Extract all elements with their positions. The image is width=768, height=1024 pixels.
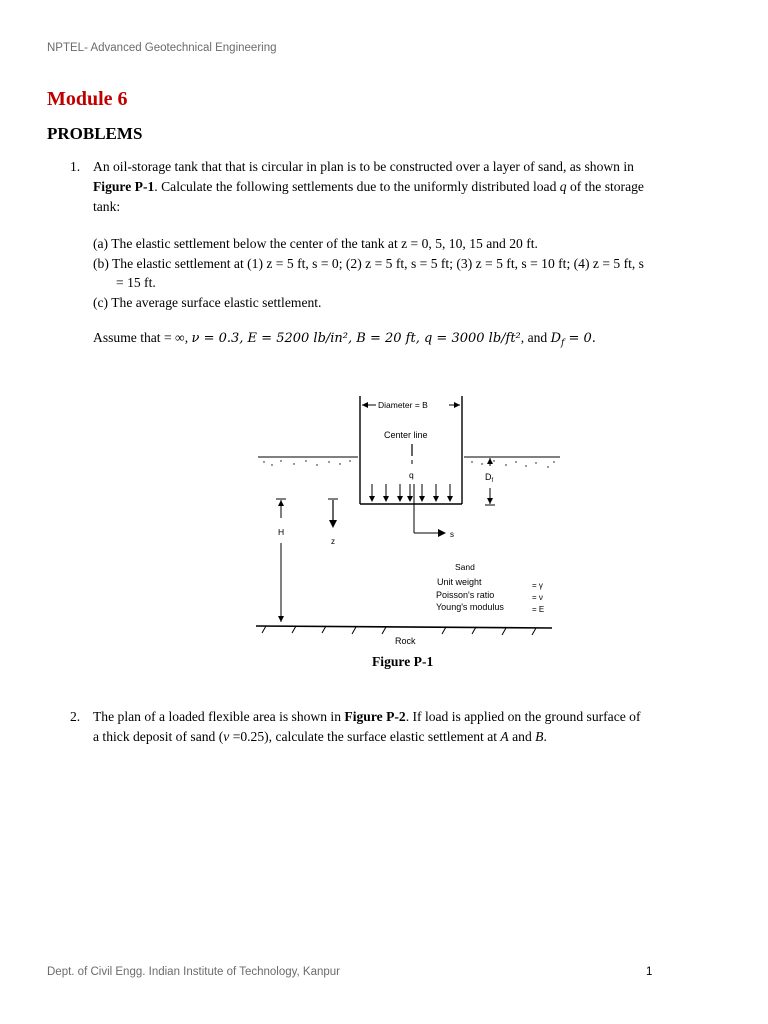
item-b-line-1: (b) The elastic settlement at (1) z = 5 ft, s = 0; (2) z = 5 ft, s = 5 ft; (3) z = 5 ft, s = 10 ft; (4) z = 5 ft, s (93, 256, 644, 271)
df-label: $D_f$ (485, 472, 494, 484)
h-arrowhead-top (278, 500, 284, 506)
assumption-end: = 0. (564, 331, 596, 346)
s-arrowhead (438, 529, 446, 537)
problem-1-line-1: An oil-storage tank that that is circular in plan is to be constructed over a layer of sand, as shown in (93, 159, 634, 174)
assumption-prefix: Assume that = ∞, (93, 330, 192, 345)
problem-2-line-1-start: The plan of a loaded flexible area is shown in (93, 709, 345, 724)
young-label: Young's modulus (436, 602, 504, 612)
df-arrowhead-bottom (487, 498, 493, 504)
h-label: H (278, 527, 285, 537)
s-label: s (450, 530, 454, 539)
problem-2-line-1 (93, 707, 733, 727)
figure-p1-diagram (254, 388, 564, 650)
assumption-values: ν = 0.3, E = 5200 lb/in², B = 20 ft, q = 3000 lb/ft² (191, 331, 521, 346)
diameter-arrowhead-left (362, 402, 368, 408)
sand-label: Sand (455, 562, 475, 572)
problem-1-line-3: tank: (93, 199, 121, 214)
df-symbol: D (550, 331, 562, 346)
rock-surface (256, 626, 552, 628)
point-b: B (535, 729, 544, 744)
section-title: PROBLEMS (47, 124, 143, 143)
item-b-line-2: = 15 ft. (116, 275, 156, 290)
df-arrowhead-top (487, 458, 493, 464)
assumption-line (93, 328, 596, 354)
figure-caption: Figure P-1 (372, 654, 434, 669)
diameter-arrowhead-right (454, 402, 460, 408)
point-a: A (500, 729, 509, 744)
df-subscript: f (561, 338, 565, 349)
page-number: 1 (646, 966, 653, 978)
problem-1-line-2-end: of the storage (566, 179, 644, 194)
poisson-label: Poisson's ratio (436, 590, 495, 600)
figure-p1-reference: Figure P-1 (93, 179, 155, 194)
problem-2-and: and (508, 729, 536, 744)
soil-texture (263, 460, 554, 467)
problem-1-number: 1. (70, 159, 81, 174)
figure-p2-reference: Figure P-2 (344, 709, 406, 724)
unit-weight-label: Unit weight (437, 577, 482, 587)
gamma-value: = γ (532, 581, 543, 590)
problem-2-line-1-end: . If load is applied on the ground surface of (405, 709, 641, 724)
problem-1-line-2 (93, 177, 733, 197)
problem-2-line-2-start: a thick deposit of sand ( (93, 729, 224, 744)
nu-value: = ν (532, 593, 543, 602)
z-label: z (331, 537, 335, 546)
problem-2-end: . (543, 729, 547, 744)
page-header: NPTEL- Advanced Geotechnical Engineering (47, 42, 277, 54)
diameter-label: Diameter = B (378, 400, 428, 410)
z-arrowhead (329, 520, 337, 528)
load-variable: q (559, 179, 567, 194)
problem-2-number: 2. (70, 709, 81, 724)
page-footer: Dept. of Civil Engg. Indian Institute of Technology, Kanpur (47, 966, 341, 978)
q-label: q (409, 470, 414, 480)
h-arrowhead-bottom (278, 616, 284, 622)
problem-2-line-2 (93, 727, 733, 747)
assumption-and: , and (520, 330, 551, 345)
e-value: = E (532, 605, 545, 614)
item-a: (a) The elastic settlement below the center of the tank at z = 0, 5, 10, 15 and 20 ft. (93, 236, 538, 251)
load-arrowheads (369, 496, 453, 502)
module-title: Module 6 (47, 88, 128, 110)
centerline-label: Center line (384, 430, 428, 440)
rock-label: Rock (395, 636, 416, 646)
item-c: (c) The average surface elastic settlement. (93, 295, 322, 310)
poisson-variable: ν (223, 729, 230, 744)
problem-1-line-2-text: . Calculate the following settlements due to the uniformly distributed load (154, 179, 560, 194)
problem-2-line-2-mid: =0.25), calculate the surface elastic settlement at (229, 729, 501, 744)
